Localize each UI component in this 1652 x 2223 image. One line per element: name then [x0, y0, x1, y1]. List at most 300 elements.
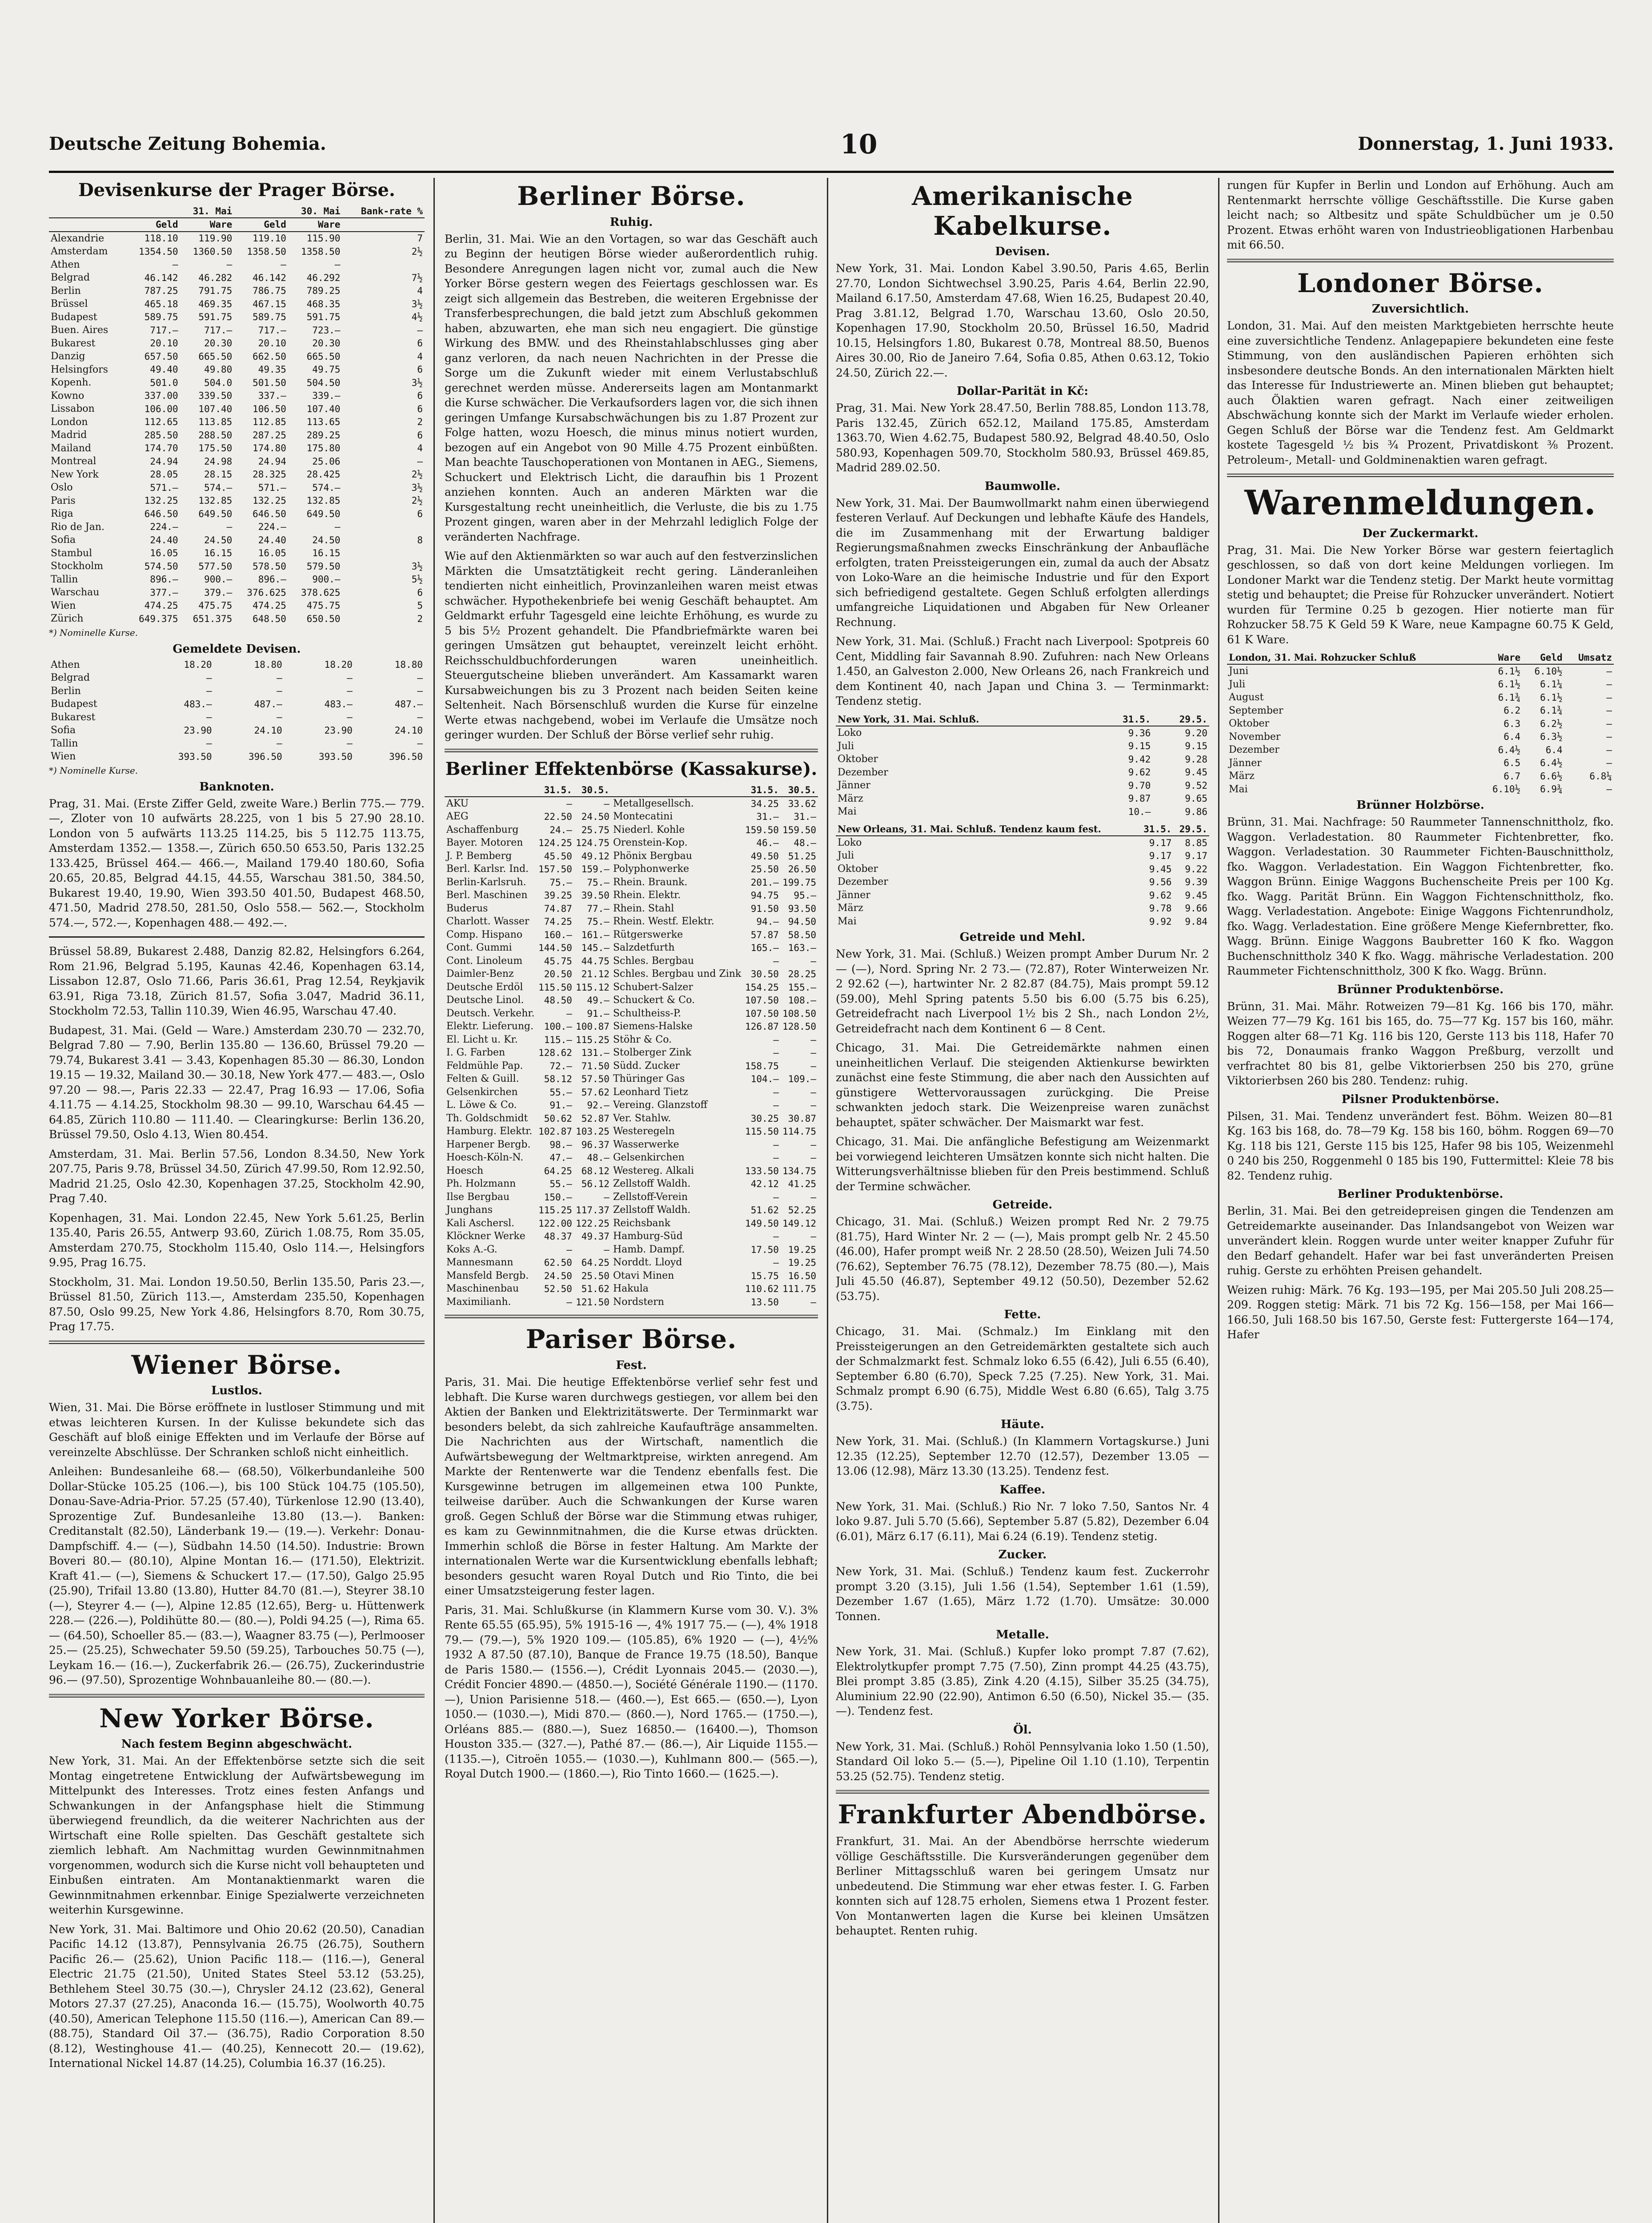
kassa-row-a: Berl. Maschinen	[446, 890, 528, 901]
devisen-row	[49, 547, 425, 560]
kassa-row-a1: 144.50	[538, 943, 572, 954]
kassa-row-b: Otavi Minen	[613, 1270, 674, 1281]
kassa-row-a2: 49.12	[581, 851, 609, 862]
devisen-row-b_ware: 24.50	[312, 534, 341, 546]
kassa-row-a1: 160.—	[544, 929, 572, 940]
devisen-row-a_geld: —	[172, 259, 178, 270]
kassa-title: Berliner Effektenbörse (Kassakurse).	[445, 758, 818, 779]
banknoten-row-a_geld: 393.50	[178, 751, 212, 762]
banknoten-row	[49, 698, 425, 711]
devisen-row	[49, 337, 425, 350]
devisen-row-b_ware: 665.50	[306, 351, 341, 362]
kassa-row-a: Ilse Bergbau	[446, 1191, 510, 1203]
devisen-row-b_ware: 16.15	[312, 548, 341, 559]
kassa-row-a1: 45.75	[544, 955, 572, 967]
berliner-text-2: Wie auf den Aktienmärkten so war auch auf den festverzinslichen Märkten die Umsatztätigkeit recht gering. Länderanleihen tendierten nicht einheitlich, Provinzanleihen waren meist etwas schwächer. Hypothekenbriefe bei wenig Geschäft behauptet. Am Geldmarkt erfuhr Tagesgeld eine leichte Erhöhung, es wurde zu 5 bis 5½ Prozent gehandelt. Die Pfandbriefmärkte waren bei geringen Umsätzen gut behauptet, vereinzelt leicht erhöht. Reichsschuldbuchforderungen waren uneinheitlich. Steuergutscheine blieben unverändert. Am Kassamarkt waren Kursabweichungen bis zu 3 Prozent nach beiden Seiten keine Seltenheit. Nach Börsenschluß wurden die Kurse für einzelne Werte etwas nachgebend, wobei im Verlaufe die Umsätze noch geringer wurden. Der Schluß der Börse verlief sehr ruhig.	[445, 550, 818, 742]
divider	[49, 1694, 425, 1697]
devisen-row	[49, 245, 425, 258]
bw-ny-row-c1: 9.36	[1128, 727, 1151, 738]
banknoten-row-name: Sofia	[51, 725, 76, 736]
kassa-row-a2: 71.50	[581, 1060, 609, 1071]
kassa-row	[445, 1177, 818, 1191]
bw-no-row-c2: 9.17	[1185, 851, 1207, 861]
kassa-row-a: Hoesch	[446, 1165, 484, 1176]
devisen-row-name: Amsterdam	[51, 246, 108, 257]
kassa-row-a: Harpener Bergb.	[446, 1139, 531, 1150]
bw-ny-head: New York, 31. Mai. Schluß.	[836, 713, 1096, 726]
kassa-row-b1: 158.75	[745, 1060, 779, 1071]
devisen-row-a_ware: 132.85	[198, 495, 233, 506]
kassa-row	[445, 994, 818, 1007]
kassa-row-a: Mannesmann	[446, 1257, 513, 1268]
banknoten-row-a_ware: 396.50	[248, 751, 282, 762]
london-row-c1: 6.4½	[1498, 744, 1521, 755]
kassa-row-a1: 62.50	[544, 1257, 572, 1268]
devisen-row-b_ware: 591.75	[306, 312, 341, 323]
devisen-row-b_ware: 107.40	[306, 403, 341, 414]
kassa-row-a: Ph. Holzmann	[446, 1178, 516, 1190]
wiener-sub: Lustlos.	[211, 1384, 262, 1398]
bw-ny-row-c1: 9.15	[1128, 741, 1151, 752]
kassa-row-b1: 51.62	[750, 1205, 779, 1216]
bw-no-row-c1: 9.45	[1149, 863, 1172, 875]
devisen-row-a_ware: 107.40	[198, 403, 233, 414]
londoner-sub: Zuversichtlich.	[1371, 302, 1469, 316]
divider	[1227, 473, 1614, 477]
london-row-c2: 6.3½	[1540, 731, 1563, 742]
devisen-row	[49, 521, 425, 534]
banknoten-row-a_geld: —	[206, 686, 212, 697]
bw-no-row	[836, 902, 1209, 915]
kassa-row-b1: —	[773, 1047, 779, 1059]
kassa-row-a2: 48.—	[587, 1152, 609, 1164]
devisen-row-a_geld: 1354.50	[139, 246, 178, 257]
devisen-row-rate: 7	[417, 233, 423, 244]
kassa-row-b: Siemens-Halske	[613, 1021, 693, 1032]
devisen-row-a_ware: 175.50	[198, 443, 233, 454]
devisen-row	[49, 402, 425, 416]
haeute-sub: Häute.	[1001, 1418, 1044, 1432]
bw-ny-row-name: Dezember	[838, 766, 888, 778]
bw-no-row-c1: 9.78	[1149, 903, 1172, 914]
divider	[836, 1790, 1209, 1794]
devisen-row-rate: 2½	[411, 495, 423, 506]
banknoten-footnote: *) Nominelle Kurse.	[49, 765, 138, 776]
kassa-row-a2: —	[604, 1192, 609, 1203]
london-row-c2: 6.2½	[1540, 718, 1563, 729]
london-row	[1227, 664, 1614, 678]
nyb-text-2: New York, 31. Mai. Baltimore und Ohio 20.62 (20.50), Canadian Pacific 14.12 (13.87), Pennsylvania 26.75 (26.75), Southern Pacific 26.— (25.62), Union Pacific 118.— (116.—), General Electric 21.75 (21.50), United States Steel 53.12 (53.25), Bethlehem Steel 30.75 (30.—), Chrysler 24.12 (23.62), General Motors 27.37 (27.25), Anaconda 16.— (15.75), Woolworth 40.75 (40.50), American Telephone 115.50 (116.—), American Can 89.— (88.75), Standard Oil 37.— (36.75), Radio Corporation 8.50 (8.12), Westinghouse 41.— (40.25), Kennecott 20.— (19.62), International Nickel 14.87 (14.25), Columbia 16.37 (16.25).	[49, 1922, 425, 2070]
banknoten-row-name: Budapest	[51, 698, 97, 710]
devisen-row-a_ware: 717.—	[204, 325, 233, 336]
bw-ny-row-c1: 9.70	[1128, 780, 1151, 791]
bw-no-row	[836, 889, 1209, 902]
devisen-row-b_geld: 501.50	[253, 377, 286, 388]
london-row-c1: 6.1¾	[1498, 692, 1521, 703]
london-row	[1227, 678, 1614, 691]
devisen-row-b_geld: 717.—	[258, 325, 286, 336]
kassa-row	[445, 889, 818, 902]
baumwolle-text-2: New York, 31. Mai. (Schluß.) Fracht nach Liverpool: Spotpreis 60 Cent, Middling fair Savannah 8.90. Zufuhren: nach New Orleans 1.450, an Galveston 2.000, New Orleans 26, nach Frankreich und dem Kontinent 40, nach Japan und China 3. — Terminmarkt: Tendenz stetig.	[836, 635, 1209, 708]
kassa-row-b: Schles. Bergbau	[613, 955, 694, 967]
kassa-row-a1: 58.12	[544, 1074, 572, 1085]
kassa-row-a2: 103.25	[576, 1126, 609, 1137]
devisen-row	[49, 271, 425, 285]
kassa-col-4: 30.5.	[781, 784, 818, 797]
devisen-row-name: Helsingfors	[51, 364, 108, 375]
kassa-row-b1: —	[773, 1087, 779, 1098]
bw-no-row-name: Juli	[838, 850, 854, 862]
produkten-text: Brünn, 31. Mai. Mähr. Rotweizen 79—81 Kg. 166 bis 170, mähr. Weizen 77—79 Kg. 161 bis 165, do. 75—77 Kg. 157 bis 160, mähr. Roggen alter 68—71 Kg. 116 bis 120, Gerste 113 bis 118, Hafer 70 bis 72, Donaumais franko Waggon Preßburg, verzollt und verfrachtet 80 bis 81, gelbe Viktorierbsen 250 bis 270, grüne Viktorierbsen 260 bis 280. Tendenz: ruhig.	[1227, 999, 1614, 1087]
zucker-ny-text: New York, 31. Mai. (Schluß.) Tendenz kaum fest. Zuckerrohr prompt 3.20 (3.15), Juli 1.56 (1.54), September 1.61 (1.59), Dezember 1.67 (1.65), März 1.72 (1.70). Umsätze: 30.000 Tonnen.	[836, 1565, 1209, 1623]
kassa-row-a: Koks A.-G.	[446, 1244, 497, 1255]
kassa-row-a: Th. Goldschmidt	[446, 1112, 528, 1124]
devisen-row-b_geld: 578.50	[253, 561, 286, 572]
bw-ny-rows	[836, 726, 1209, 819]
london-row-name: September	[1229, 705, 1283, 716]
london-row-c2: 6.1½	[1540, 692, 1563, 703]
wiener-title: Wiener Börse.	[131, 1349, 342, 1380]
kassa-row-a: Aschaffenburg	[446, 824, 519, 835]
kassa-row-b1: 110.62	[745, 1284, 779, 1295]
bw-no-row	[836, 863, 1209, 876]
banknoten-heading: Gemeldete Devisen.	[172, 642, 301, 656]
kassa-row-a2: 64.25	[581, 1257, 609, 1268]
london-row-c1: 6.3	[1504, 718, 1521, 729]
devisen-row-rate: 6	[417, 364, 423, 375]
kassa-row-b2: —	[810, 1296, 816, 1308]
devisen-row-b_geld: 28.325	[253, 469, 286, 480]
kassa-row-a: I. G. Farben	[446, 1047, 505, 1059]
kassa-row-a2: 25.75	[581, 824, 609, 835]
devisen-row-a_geld: 574.50	[144, 561, 178, 572]
kassa-row-b: Rhein. Braunk.	[613, 876, 688, 888]
banknoten-title: Banknoten.	[199, 780, 274, 794]
kassa-col-1: 31.5.	[537, 784, 574, 797]
nyb-sub: Nach festem Beginn abgeschwächt.	[121, 1737, 353, 1751]
london-row-c3: —	[1606, 679, 1612, 690]
london-zucker-table	[1227, 651, 1614, 796]
kassa-row-a1: 55.—	[549, 1087, 572, 1098]
devisen-bank-rate: Bank-rate %	[342, 205, 425, 218]
zucker-ny-sub: Zucker.	[998, 1548, 1047, 1562]
kassa-row-a2: 44.75	[581, 955, 609, 967]
kassa-row-a: Deutsche Linol.	[446, 995, 524, 1006]
dollar-text: Prag, 31. Mai. New York 28.47.50, Berlin 788.85, London 113.78, Paris 132.45, Zürich 652.12, Mailand 175.85, Amsterdam 1363.70, Wien 4.62.75, Budapest 580.92, Belgrad 48.40.50, Oslo 580.93, Kopenhagen 509.70, Stockholm 580.93, Brüssel 469.85, Madrid 289.02.50.	[836, 401, 1209, 474]
column-rule	[433, 178, 435, 2223]
bw-no-row-name: Loko	[838, 837, 862, 848]
kassa-row-b1: 30.25	[750, 1113, 779, 1124]
kassa-row-b2: 51.25	[788, 851, 816, 862]
kassa-row-b: Schubert-Salzer	[613, 981, 693, 993]
kassa-row-b: Zellstoff-Verein	[613, 1191, 688, 1203]
devisen-row-a_ware: 577.50	[198, 561, 233, 572]
banknoten-row-a_geld: 23.90	[184, 725, 212, 736]
budapest-text: Budapest, 31. Mai. (Geld — Ware.) Amsterdam 230.70 — 232.70, Belgrad 7.80 — 7.90, Berlin 135.80 — 136.60, Brüssel 79.20 — 79.74, Bukarest 3.41 — 3.43, Kopenhagen 85.30 — 86.30, London 19.15 — 19.32, Mailand 30.— 30.18, New York 477.— 483.—, Oslo 97.20 — 98.—, Paris 22.33 — 22.47, Prag 16.93 — 17.06, Sofia 4.11.75 — 4.14.25, Stockholm 98.30 — 99.10, Warschau 64.45 — 64.85, Zürich 110.80 — 111.40. — Clearingkurse: Berlin 136.20, Brüssel 79.50, Oslo 4.13, Wien 80.454.	[49, 1023, 425, 1141]
column-3	[836, 178, 1209, 2223]
kassa-row-b: Südd. Zucker	[613, 1060, 680, 1071]
bw-ny-row-name: Mai	[838, 806, 857, 818]
kassa-row-a1: 115.25	[538, 1205, 572, 1216]
kassa-row-b: Zellstoff Waldh.	[613, 1178, 691, 1190]
banknoten-row-a_ware: —	[277, 712, 282, 723]
devisen-row	[49, 507, 425, 521]
devisen-row-name: Oslo	[51, 482, 73, 493]
kassa-row-b1: 34.25	[750, 798, 779, 809]
devisen-row	[49, 350, 425, 363]
kassa-row-a1: 24.50	[544, 1270, 572, 1281]
kassa-row-b: Schles. Bergbau und Zink	[613, 968, 742, 980]
kassa-row-b: Hamburg-Süd	[613, 1231, 683, 1242]
kassa-row-b2: 16.50	[788, 1270, 816, 1281]
banknoten-row-b_ware: 396.50	[389, 751, 423, 762]
devisen-row-b_ware: 20.30	[312, 338, 341, 349]
kassa-row	[445, 850, 818, 863]
kassa-row-a1: —	[566, 1008, 572, 1019]
kassa-row-a: Berl. Karlsr. Ind.	[446, 863, 529, 875]
banknoten-row-a_geld: 483.—	[184, 698, 212, 710]
devisen-row-a_ware: 649.50	[198, 508, 233, 519]
devisen-row-a_ware: 46.282	[198, 272, 233, 283]
devisen-row-name: Berlin	[51, 285, 81, 297]
london-row-c3: —	[1606, 705, 1612, 716]
devisen-row-b_ware: 49.75	[312, 364, 341, 375]
banknoten-row-b_ware: —	[417, 686, 423, 697]
devisen-row-rate: —	[417, 325, 423, 336]
kassa-row	[445, 928, 818, 942]
banknoten-row-b_geld: 18.20	[324, 659, 353, 670]
london-c3: Umsatz	[1564, 651, 1614, 664]
devisen-row-a_geld: 657.50	[144, 351, 178, 362]
devisen-row-rate: 3½	[411, 298, 423, 309]
kassa-row-b: Thüringer Gas	[613, 1073, 685, 1085]
devisen-row	[49, 285, 425, 298]
devisen-row-a_geld: 28.05	[150, 469, 178, 480]
devisen-row-b_geld: 337.—	[258, 390, 286, 401]
column-rule	[1218, 178, 1219, 2223]
bw-no-row-name: Oktober	[838, 863, 878, 875]
pariser-title: Pariser Börse.	[525, 1324, 737, 1355]
london-row-c2: 6.1¾	[1540, 705, 1563, 716]
kassa-row-b2: 31.—	[794, 811, 816, 823]
devisen-row	[49, 429, 425, 442]
holz-text: Brünn, 31. Mai. Nachfrage: 50 Raummeter Tannenschnittholz, fko. Waggon. Verladestation. 80 Raummeter Fichtenbretter, fko. Waggon. Verladestation. 30 Raummeter Fichten-Bauschnittholz, fko. Waggon. Verladestation. Ein Waggon Fichtenbretter, fko. Waggon Brünn. Einige Waggons Buchenscheite Preis per 100 Kg. fko. Wagg. Parität Brünn. Ein Waggon Fichtenschnittholz, fko. Wagg. Verladestation. Angebote: Einige Waggons Fichtenrundholz, fko. Wagg. Verladestation. Eine größere Menge Kiefernbretter, fko. Wagg. Brünn. Einige Waggons Baubretter 160 K fko. Waggon Buchenschnittholz 340 K fko. Wagg. mährische Verladestation. 200 Raummeter Fichtenschnittholz, 300 K fko. Wagg. Brünn.	[1227, 815, 1614, 978]
kassa-row-b: Westeregeln	[613, 1126, 675, 1137]
london-row	[1227, 717, 1614, 730]
devisen-row-name: London	[51, 416, 88, 428]
zuckermarkt-sub: Der Zuckermarkt.	[1362, 526, 1479, 540]
devisen-row-name: Stockholm	[51, 561, 104, 572]
bw-ny-row-name: Jänner	[838, 780, 870, 791]
banknoten-row-a_geld: 18.20	[184, 659, 212, 670]
devisen-row-b_ware: 468.35	[306, 298, 341, 309]
kassa-row-a2: 131.—	[581, 1047, 609, 1059]
kassa-row-b2: 149.12	[782, 1218, 816, 1229]
kassa-row-a: Klöckner Werke	[446, 1231, 525, 1242]
continued-text: rungen für Kupfer in Berlin und London auf Erhöhung. Auch am Rentenmarkt herrschte völlige Geschäftsstille. Die Kurse gaben leicht nach; so Altbesitz und späte Schuldbücher um je 0.50 Prozent. Etwas erhöht waren von Industrieobligationen Harbenbau mit 66.50.	[1227, 179, 1614, 251]
devisen-row-a_geld: 224.—	[150, 522, 178, 533]
kassa-row-b1: —	[773, 1231, 779, 1242]
kassa-row-a2: 91.—	[587, 1008, 609, 1019]
london-row-c3: —	[1606, 731, 1612, 742]
devisen-row-b_ware: 25.06	[312, 456, 341, 467]
kassa-row-a: Felten & Guill.	[446, 1073, 519, 1085]
devisen-row-b_ware: 650.50	[306, 613, 341, 624]
berlinprod-sub: Berliner Produktenbörse.	[1337, 1188, 1504, 1201]
kassa-row-a2: 75.—	[587, 916, 609, 927]
bw-ny-table	[836, 713, 1209, 819]
devisen-row-rate: 2	[417, 613, 423, 624]
bw-ny-row-c2: 9.20	[1185, 727, 1207, 738]
bw-ny-row-name: Oktober	[838, 754, 878, 765]
kassa-row-b1: 46.—	[756, 838, 779, 849]
devisen-row-b_geld: 24.94	[258, 456, 286, 467]
devisen-row-a_geld: 16.05	[150, 548, 178, 559]
kassa-row-a: Kali Aschersl.	[446, 1217, 515, 1229]
devisen-ware-b: Ware	[288, 218, 342, 231]
devisen-row-b_ware: 789.25	[306, 285, 341, 297]
kassa-row-a1: 24.—	[549, 824, 572, 835]
pariser-text-2: Paris, 31. Mai. Schlußkurse (in Klammern Kurse vom 30. V.). 3% Rente 65.55 (65.95), 5% 1915-16 —, 4% 1917 75.— (—), 4% 1918 79.— (79.—), 5% 1920 109.— (105.85), 6% 1920 — (—), 4½% 1932 A 87.50 (87.10), Banque de France 19.75 (18.50), Banque de Paris 1580.— (1556.—), Crédit Lyonnais 2045.— (2030.—), Crédit Foncier 4890.— (4850.—), Société Générale 1190.— (1170.—), Union Parisienne 518.— (460.—), Est 665.— (650.—), Lyon 1050.— (1030.—), Midi 870.— (860.—), Nord 1765.— (1750.—), Orléans 885.— (880.—), Suez 16850.— (16400.—), Thomson Houston 335.— (327.—), Pathé 87.— (86.—), Air Liquide 1155.— (1135.—), Citroën 1055.— (1030.—), Kuhlmann 800.— (565.—), Royal Dutch 1900.— (1860.—), Rio Tinto 1660.— (1625.—).	[445, 1603, 818, 1781]
kassa-row-b2: 155.—	[788, 982, 816, 993]
devisen-row-b_ware: 115.90	[306, 233, 341, 244]
devisen-row	[49, 258, 425, 272]
devisen-row-a_ware: 504.0	[204, 377, 233, 388]
devisen-row-a_ware: 28.15	[204, 469, 233, 480]
kassa-row-a: Buderus	[446, 903, 488, 914]
bw-no-row	[836, 875, 1209, 889]
banknoten-row	[49, 750, 425, 763]
kassa-row-a: Deutsche Erdöl	[446, 981, 523, 993]
divider	[1227, 259, 1614, 262]
devisen-row-a_geld: 501.0	[150, 377, 178, 388]
kassa-row-b1: 133.50	[745, 1165, 779, 1176]
london-row	[1227, 704, 1614, 718]
kassa-row-b1: 15.75	[750, 1270, 779, 1281]
kassa-row	[445, 941, 818, 955]
kassa-row-b1: —	[773, 1257, 779, 1268]
kassa-row-b2: 109.—	[788, 1074, 816, 1085]
devisen-row-b_ware: 28.425	[306, 469, 341, 480]
kassa-row-a: Elektr. Lieferung.	[446, 1021, 534, 1032]
kassa-row-b1: 17.50	[750, 1244, 779, 1255]
devisen-row-b_geld: 16.05	[258, 548, 286, 559]
banknoten-row-a_ware: 487.—	[254, 698, 282, 710]
kassa-row-a1: 45.50	[544, 851, 572, 862]
kassa-row	[445, 1269, 818, 1283]
column-4	[1227, 178, 1614, 2223]
london-row-c1: 6.2	[1504, 705, 1521, 716]
kassa-row-b2: 33.62	[788, 798, 816, 809]
kassa-row-a1: 100.—	[544, 1021, 572, 1032]
london-row-c3: —	[1606, 666, 1612, 677]
kassa-row	[445, 1059, 818, 1073]
bw-ny-row	[836, 753, 1209, 766]
kassa-row-a2: 25.50	[581, 1270, 609, 1281]
kassa-row-a1: 91.—	[549, 1100, 572, 1111]
devisen-row	[49, 389, 425, 403]
devisen-row-rate: 3½	[411, 561, 423, 572]
devisen-row-b_geld: 376.625	[247, 587, 286, 598]
pariser-sub: Fest.	[616, 1359, 647, 1372]
devisen-row	[49, 481, 425, 494]
kassa-row-b1: 201.—	[750, 877, 779, 888]
kassa-row-b2: 128.50	[782, 1021, 816, 1032]
devisen-row-a_geld: 649.375	[139, 613, 178, 624]
devisen-row	[49, 534, 425, 547]
kassa-row	[445, 1112, 818, 1125]
kassa-row	[445, 1204, 818, 1217]
kassa-row-a2: 75.—	[587, 877, 609, 888]
kassa-row-b1: 94.75	[750, 890, 779, 901]
bw-ny-row-c2: 9.45	[1185, 767, 1207, 778]
kassa-row-b2: 26.50	[788, 864, 816, 875]
kassa-row	[445, 1164, 818, 1178]
devisen-row-name: Bukarest	[51, 337, 96, 349]
bw-ny-row-c2: 9.52	[1185, 780, 1207, 791]
bw-ny-row	[836, 766, 1209, 779]
kassa-row-a2: 122.25	[576, 1218, 609, 1229]
bw-no-row-c2: 8.85	[1185, 837, 1207, 848]
kassa-row-b2: —	[810, 1152, 816, 1164]
devisen-row-a_ware: 475.75	[198, 600, 233, 611]
kassa-row-b1: —	[773, 955, 779, 967]
devisen-row-a_geld: 474.25	[144, 600, 178, 611]
banknoten-row-a_ware: —	[277, 686, 282, 697]
kassa-row-a: Junghans	[446, 1204, 493, 1216]
devisen-row-b_geld: 287.25	[253, 429, 286, 441]
banknoten-row-a_geld: —	[206, 712, 212, 723]
pariser-text-1: Paris, 31. Mai. Die heutige Effektenbörse verlief sehr fest und lebhaft. Die Kurse waren durchwegs gestiegen, vor allem bei den Aktien der Banken und Elektrizitätswerte. Der Terminmarkt war besonders belebt, da sich zahlreiche Kaufaufträge ansammelten. Die Nachrichten aus der Wirtschaft, namentlich die Aufwärtsbewegung der Weltmarktpreise, wirkten anregend. Am Markte der Rentenwerte war die Tendenz ebenfalls fest. Die Kursgewinne betrugen im allgemeinen etwa 100 Punkte, teilweise darüber. Auch die Schwankungen der Kurse waren groß. Gegen Schluß der Börse war die Stimmung etwas ruhiger, es kam zu Gewinnmitnahmen, die die Kurse etwas drückten. Immerhin schloß die Börse in fester Haltung. Am Markte der internationalen Werte war die Kursentwicklung ebenfalls lebhaft; besonders gesucht waren Royal Dutch und Rio Tinto, die bei einer Umsatzsteigerung fester lagen.	[445, 1376, 818, 1597]
kassa-row-a: Feldmühle Pap.	[446, 1060, 523, 1071]
kassa-row	[445, 1086, 818, 1099]
devisen-row-b_ware: 175.80	[306, 443, 341, 454]
devisen-row-b_geld: 24.40	[258, 534, 286, 546]
devisen-row-b_geld: 46.142	[253, 272, 286, 283]
kassa-row-a2: 51.62	[581, 1284, 609, 1295]
devisen-row-name: Lissabon	[51, 403, 95, 414]
devisen-row-b_geld: 20.10	[258, 338, 286, 349]
devisen-row-name: Madrid	[51, 429, 87, 441]
kassa-col-2: 30.5.	[574, 784, 611, 797]
london-row-c2: 6.6½	[1540, 770, 1563, 782]
devisen-row-a_ware: 24.98	[204, 456, 233, 467]
devisen-row-rate: 5½	[411, 574, 423, 585]
bruessel-text: Brüssel 58.89, Bukarest 2.488, Danzig 82.82, Helsingfors 6.264, Rom 21.96, Belgrad 5.195, Kaunas 42.46, Kopenhagen 63.14, Lissabon 12.87, Oslo 71.66, Paris 36.61, Prag 12.54, Reykjavik 63.91, Riga 73.18, Zürich 81.57, Sofia 3.047, Madrid 36.11, Stockholm 72.53, Tallin 110.39, Wien 46.95, Warschau 47.40.	[49, 945, 425, 1017]
oel-sub: Öl.	[1013, 1723, 1032, 1737]
kassa-row-b1: —	[773, 1100, 779, 1111]
london-row-name: Jänner	[1229, 757, 1262, 769]
devisen-row-name: Stambul	[51, 547, 92, 559]
kassa-col-3: 31.5.	[743, 784, 781, 797]
bw-ny-row	[836, 792, 1209, 806]
kassa-row	[445, 797, 818, 811]
kassa-row-b: Rütgerswerke	[613, 929, 683, 940]
devisen-footnote: *) Nominelle Kurse.	[49, 627, 138, 638]
kassa-row	[445, 1217, 818, 1230]
kassa-row	[445, 1138, 818, 1152]
banknoten-row-b_ware: —	[417, 672, 423, 683]
kassa-row-a1: 20.50	[544, 969, 572, 980]
devisen-row-rate: 5	[417, 600, 423, 611]
london-row-name: Oktober	[1229, 718, 1270, 730]
devisen-row-a_geld: 717.—	[150, 325, 178, 336]
devisen-row	[49, 573, 425, 586]
kassa-row-a: Maximilianh.	[446, 1296, 511, 1308]
devisen-row-b_ware: 579.50	[306, 561, 341, 572]
kopenhagen-text: Kopenhagen, 31. Mai. London 22.45, New York 5.61.25, Berlin 135.40, Paris 26.55, Antwerp 93.60, Zürich 1.08.75, Rom 35.05, Amsterdam 270.75, Stockholm 115.40, Oslo 114.—, Helsingfors 9.95, Prag 16.75.	[49, 1211, 425, 1269]
banknoten-row-name: Athen	[51, 659, 80, 670]
